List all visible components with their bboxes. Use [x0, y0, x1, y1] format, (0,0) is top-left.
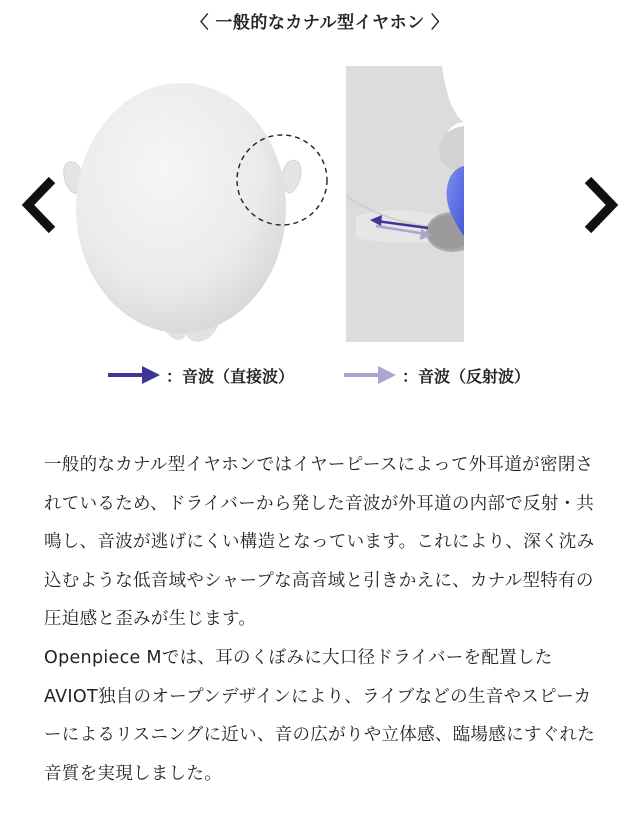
description-paragraph-1: 一般的なカナル型イヤホンではイヤーピースによって外耳道が密閉されているため、ドライバーから発した音波が外耳道の内部で反射・共鳴し、音波が逃げにくい構造となっています。これにより、深く沈み込むような低音域やシャープな高音域と引きかえに、カナル型特有の圧迫感と歪みが生じます。 [44, 455, 595, 630]
head-top-view-illustration [56, 58, 346, 358]
legend-direct-label: ：音波（直接波） [166, 366, 295, 386]
description-text [44, 446, 604, 793]
direct-wave-arrow-icon [108, 365, 160, 385]
wave-legend [0, 360, 640, 390]
next-slide-button[interactable] [576, 170, 626, 240]
canal-earphone-cross-section [346, 66, 464, 342]
chevron-right-icon [576, 170, 626, 240]
slide-title: 〈 一般的なカナル型イヤホン 〉 [191, 13, 449, 33]
description-paragraph-2: Openpiece Mでは、耳のくぼみに大口径ドライバーを配置した AVIOT独自のオープンデザインにより、ライブなどの生音やスピーカーによるリスニングに近い、音の広がりや立体感、臨場感にすぐれた音質を実現しました。 [44, 647, 596, 784]
legend-direct-wave [108, 360, 294, 390]
legend-reflected-wave [344, 360, 530, 390]
legend-reflected-label: ：音波（反射波） [402, 366, 531, 386]
reflected-wave-arrow-icon [344, 365, 396, 385]
